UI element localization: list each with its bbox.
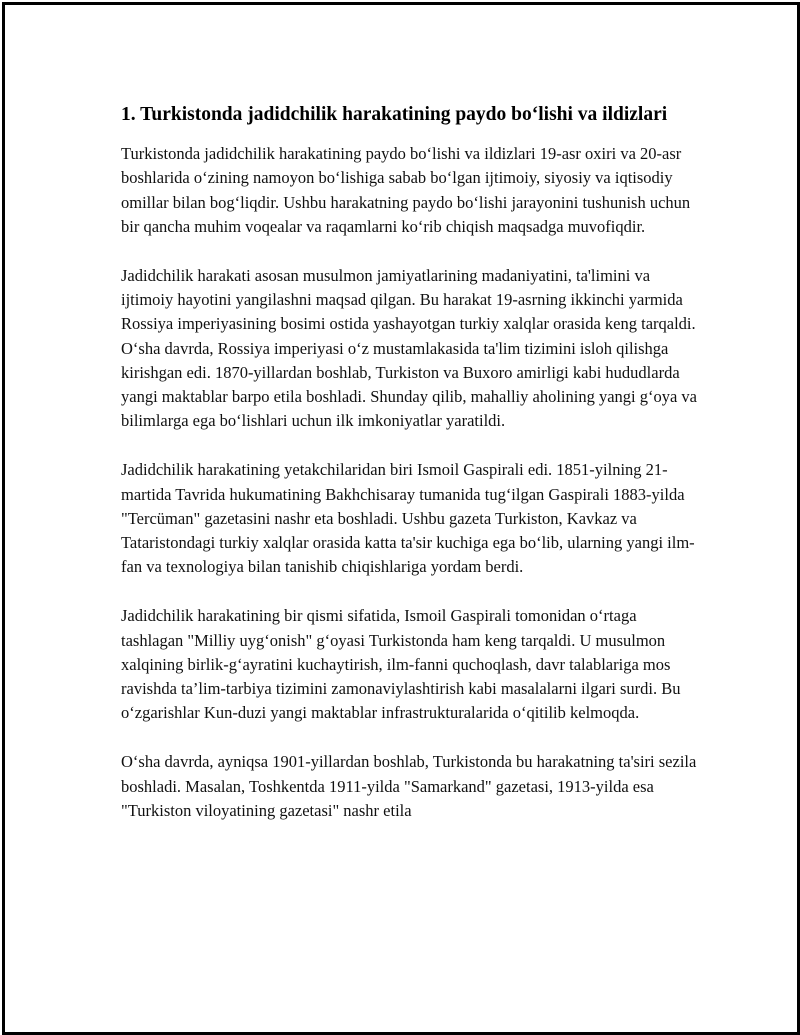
paragraph: Jadidchilik harakatining yetakchilaridan biri Ismoil Gaspirali edi. 1851-yilning 21-martida Tavrida hukumatining Bakhchisaray tumanida tug‘ilgan Gaspirali 1883-yilda "Tercüman" gazetasini nashr eta boshladi. Ushbu gazeta Turkiston, Kavkaz va Tataristondagi turkiy xalqlar orasida katta ta'sir kuchiga ega bo‘lib, ularning yangi ilm-fan va texnologiya bilan tanishib chiqishlariga yordam berdi. <box>121 460 695 577</box>
paragraph: O‘sha davrda, ayniqsa 1901-yillardan boshlab, Turkistonda bu harakatning ta'siri sezila boshladi. Masalan, Toshkentda 1911-yilda "Samarkand" gazetasi, 1913-yilda esa "Turkiston viloyatining gazetasi" nashr etila <box>121 752 697 820</box>
document-body <box>121 101 701 848</box>
paragraph: Jadidchilik harakati asosan musulmon jamiyatlarining madaniyatini, ta'limini va ijtimoiy hayotini yangilashni maqsad qilgan. Bu harakat 19-asrning ikkinchi yarmida Rossiya imperiyasining bosimi ostida yashayotgan turkiy xalqlar orasida keng tarqaldi. O‘sha davrda, Rossiya imperiyasi o‘z mustamlakasida ta'lim tizimini isloh qilishga kirishgan edi. 1870-yillardan boshlab, Turkiston va Buxoro amirligi kabi hududlarda yangi maktablar barpo etila boshladi. Shunday qilib, mahalliy aholining yangi g‘oya va bilimlarga ega bo‘lishlari uchun ilk imkoniyatlar yaratildi. <box>121 265 697 431</box>
paragraph: Turkistonda jadidchilik harakatining paydo bo‘lishi va ildizlari 19-asr oxiri va 20-asr boshlarida o‘zining namoyon bo‘lishiga sabab bo‘lgan ijtimoiy, siyosiy va iqtisodiy omillar bilan bog‘liqdir. Ushbu harakatning paydo bo‘lishi jarayonini tushunish uchun bir qancha muhim voqealar va raqamlarni ko‘rib chiqish maqsadga muvofiqdir. <box>121 144 691 236</box>
section-heading: 1. Turkistonda jadidchilik harakatining paydo bo‘lishi va ildizlari <box>121 104 668 125</box>
paragraph: Jadidchilik harakatining bir qismi sifatida, Ismoil Gaspirali tomonidan o‘rtaga tashlagan "Milliy uyg‘onish" g‘oyasi Turkistonda ham keng tarqaldi. U musulmon xalqining birlik-g‘ayratini kuchaytirish, ilm-fanni quchoqlash, davr talablariga mos ravishda ta’lim-tarbiya tizimini zamonaviylashtirish kabi masalalarni ilgari surdi. Bu o‘zgarishlar Kun-duzi yangi maktablar infrastrukturalarida o‘qitilib kelmoqda. <box>121 606 681 723</box>
page-frame <box>2 2 800 1035</box>
